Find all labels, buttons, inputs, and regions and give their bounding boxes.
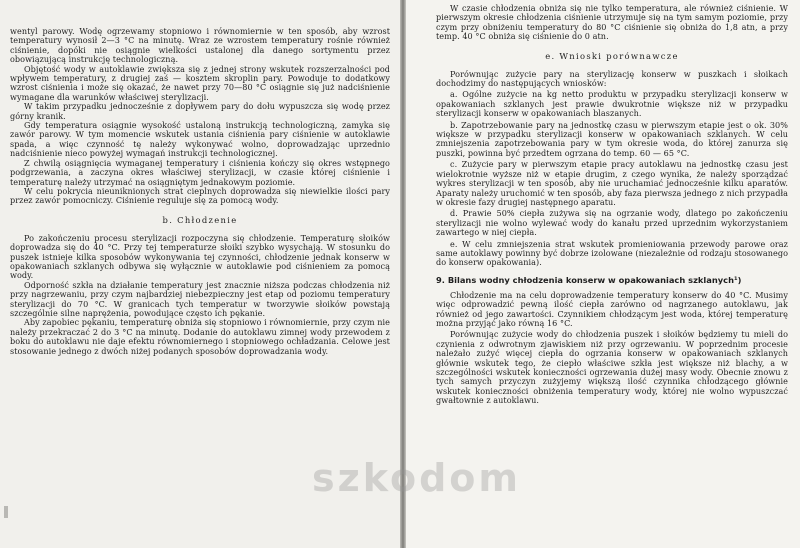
paragraph: Odporność szkła na działanie temperatury jest znacznie niższa podczas chłodzenia niż przy nagrzewaniu, przy czym najbardziej niebezpieczny jest etap od poziomu temperatury sterylizacji do 70 °C. W granicach tych temperatur w tworzywie słoików powstają szczególnie silne naprężenia, powodujące często ich pękanie. — [10, 279, 390, 318]
section-heading-bilans-wodny: 9. Bilans wodny chłodzenia konserw w opakowaniach szklanych¹) — [436, 274, 742, 285]
paragraph: W czasie chłodzenia obniża się nie tylko temperatura, ale również ciśnienie. W pierwszym okresie chłodzenia ciśnienie utrzymuje się na tym samym poziomie, przy czym przy obniżeniu temperatury do 80 °C ciśnienie się obniża do 1,8 atn, a przy temp. 40 °C obniża się ciśnienie do 0 atn. — [436, 3, 788, 42]
right-book-page — [406, 0, 800, 548]
paragraph: Aby zapobiec pękaniu, temperaturę obniża się stopniowo i równomiernie, przy czym nie należy przekraczać 2 do 3 °C na minutę. Dodanie do autoklawu zimnej wody przewodem z boku do autoklawu nie daje efektu równomiernego i stopniowego ochładzania. Celowe jest stosowanie jednego z dwóch niżej podanych sposobów doprowadzania wody. — [10, 317, 390, 356]
conclusion-item: d. Prawie 50% ciepła zużywa się na ogrzanie wody, dlatego po zakończeniu sterylizacji nie wolno wylewać wody do kanału przed uprzednim wykorzystaniem zawartego w niej ciepła. — [436, 208, 788, 238]
section-heading-wnioski: e. Wnioski porównawcze — [545, 50, 679, 61]
paragraph: Objętość wody w autoklawie zwiększa się z jednej strony wskutek rozszerzalności pod wpływem temperatury, z drugiej zaś — kosztem skroplin pary. Powoduje to dodatkowy wzrost ciśnienia i może się okazać, że nawet przy 70—80 °C osiągnie się już nadciśnienie wymagane dla warunków właściwej sterylizacji. — [10, 63, 390, 102]
paragraph: Z chwilą osiągnięcia wymaganej temperatury i ciśnienia kończy się okres wstępnego podgrzewania, a zaczyna okres właściwej sterylizacji, w czasie której ciśnienie i temperaturę należy utrzymać na osiągniętym jednakowym poziomie. — [10, 157, 390, 187]
paragraph: Chłodzenie ma na celu doprowadzenie temperatury konserw do 40 °C. Musimy więc odprowadzić pewną ilość ciepła zarówno od nagrzanego autoklawu, jak również od jego zawartości. Czynnikiem chłodzącym jest woda, której temperaturę można przyjąć jako równą 16 °C. — [436, 289, 788, 328]
paragraph: wentyl parowy. Wodę ogrzewamy stopniowo i równomiernie w ten sposób, aby wzrost temperatury wynosił 2—3 °C na minutę. Wraz ze wzrostem temperatury rośnie również ciśnienie, dopóki nie osiągnie wielkości ustalonej dla danego sortymentu przez obowiązującą instrukcję technologiczną. — [10, 26, 390, 65]
paragraph: Porównując zużycie wody do chłodzenia puszek i słoików będziemy tu mieli do czynienia z odwrotnym zjawiskiem niż przy ogrzewaniu. W poprzednim procesie należało zużyć więcej ciepła do ogrzania konserw w opakowaniach szklanych głównie wskutek tego, że ciepło właściwe szkła jest większe niż blachy, a w szczególności wskutek konieczności ogrzewania dużej masy wody. Obecnie znowu z tych samych przyczyn zużyjemy większą ilość czynnika chłodzącego głównie wskutek konieczności obniżenia temperatury wody, której nie wolno wypuszczać gwałtownie z autoklawu. — [436, 329, 788, 406]
watermark-text: szkodom — [312, 456, 521, 500]
paragraph: W takim przypadku jednocześnie z dopływem pary do dołu wypuszcza się wodę przez górny kranik. — [10, 101, 390, 121]
section-heading-chlodzenie: b. Chłodzenie — [162, 214, 238, 225]
conclusion-item: a. Ogólne zużycie na kg netto produktu w przypadku sterylizacji konserw w opakowaniach szklanych jest prawie dwukrotnie większe niż w przypadku sterylizacji konserw w opakowaniach blaszanych. — [436, 89, 788, 119]
paragraph: Porównując zużycie pary na sterylizację konserw w puszkach i słoikach dochodzimy do następujących wniosków: — [436, 68, 788, 89]
page-edge-shadow — [4, 506, 8, 518]
paragraph: Po zakończeniu procesu sterylizacji rozpoczyna się chłodzenie. Temperaturę słoików doprowadza się do 40 °C. Przy tej temperaturze słoiki szybko wysychają. W stosunku do puszek istnieje kilka sposobów wykonywania tej czynności, chłodzenie jednak konserw w opakowaniach szklanych odbywa się wyłącznie w autoklawie pod ciśnieniem za pomocą wody. — [10, 232, 390, 281]
paragraph: W celu pokrycia nieuniknionych strat cieplnych doprowadza się niewielkie ilości pary przez zawór pomocniczy. Ciśnienie reguluje się za pomocą wody. — [10, 185, 390, 206]
paragraph: Gdy temperatura osiągnie wysokość ustaloną instrukcją technologiczną, zamyka się zawór parowy. W tym momencie wskutek ustania ciśnienia pary ciśnienie w autoklawie spada, a więc czynność tę należy wykonywać wolno, doprowadzając uprzednio nadciśnienie nieco powyżej wymagań instrukcji technologicznej. — [10, 120, 390, 159]
conclusion-item: c. Zużycie pary w pierwszym etapie pracy autoklawu na jednostkę czasu jest wielokrotnie wyższe niż w etapie drugim, z czego wynika, że należy sporządzać wykres sterylizacji w ten sposób, aby nie uruchamiać jednocześnie kilku aparatów. Aparaty należy uruchomić w ten sposób, aby faza pierwsza jednego z nich przypadła w okresie fazy drugiej następnego aparatu. — [436, 159, 788, 207]
conclusion-item: e. W celu zmniejszenia strat wskutek promieniowania przewody parowe oraz same autoklawy powinny być dobrze izolowane (niezależnie od rodzaju stosowanego do konserw opakowania). — [436, 238, 788, 268]
conclusion-item: b. Zapotrzebowanie pary na jednostkę czasu w pierwszym etapie jest o ok. 30% większe w przypadku sterylizacji konserw w opakowaniach szklanych. W celu zmniejszenia zapotrzebowania pary w tym okresie woda, do której zanurza się puszki, powinna być przedtem ogrzana do temp. 60 — 65 °C. — [436, 119, 788, 158]
